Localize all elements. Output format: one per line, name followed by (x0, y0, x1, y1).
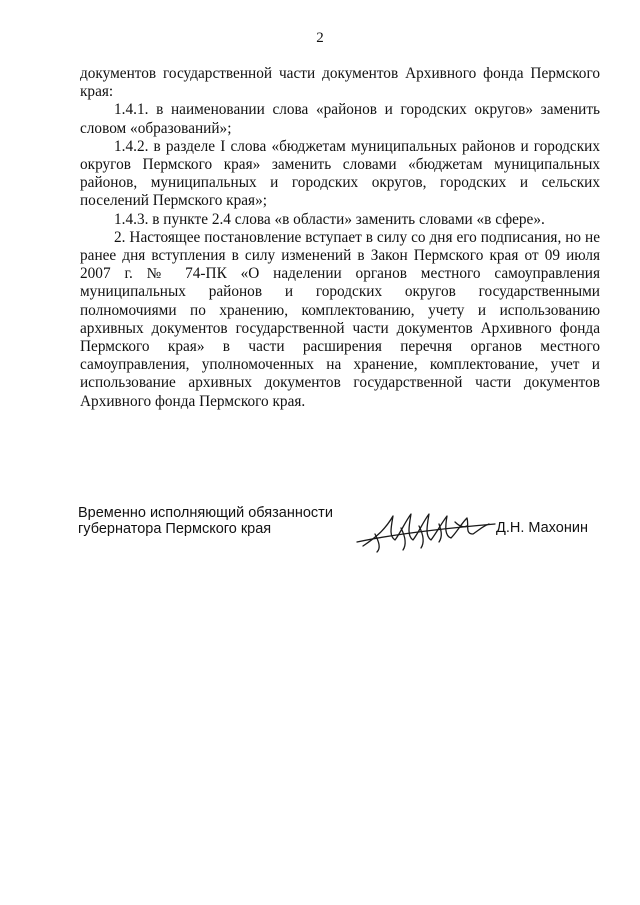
signatory-title-line1: Временно исполняющий обязанности (78, 505, 333, 521)
page-number: 2 (316, 30, 324, 46)
signatory-name: Д.Н. Махонин (496, 520, 588, 536)
handwritten-signature (355, 506, 505, 554)
signatory-title-line2: губернатора Пермского края (78, 521, 272, 537)
paragraph-1-4-3: 1.4.3. в пункте 2.4 слова «в области» заменить словами «в сфере». (114, 210, 545, 228)
signatory-title (78, 505, 333, 537)
document-body (80, 65, 600, 411)
paragraph-1-4-1: 1.4.1. в наименовании слова «районов и городских округов» заменить словом «образований»; (80, 101, 600, 137)
paragraph-2-effective-date: 2. Настоящее постановление вступает в силу со дня его подписания, но не ранее дня вступления в силу изменений в Закон Пермского края от 09 июля 2007 г. № 74-ПК «О наделении органов местного самоуправления муниципальных районов и городских округов государственными полномочиями по хранению, комплектованию, учету и использованию архивных документов государственной части документов Архивного фонда Пермского края» в части расширения перечня органов местного самоуправления, уполномоченных на хранение, комплектование, учет и использование архивных документов государственной части документов Архивного фонда Пермского края. (80, 228, 600, 410)
paragraph-continuation: документов государственной части документов Архивного фонда Пермского края: (80, 65, 600, 101)
paragraph-1-4-2: 1.4.2. в разделе I слова «бюджетам муниципальных районов и городских округов Пермского края» заменить словами «бюджетам муниципальных районов, муниципальных и городских округов, городских и сельских поселений Пермского края»; (80, 137, 600, 210)
